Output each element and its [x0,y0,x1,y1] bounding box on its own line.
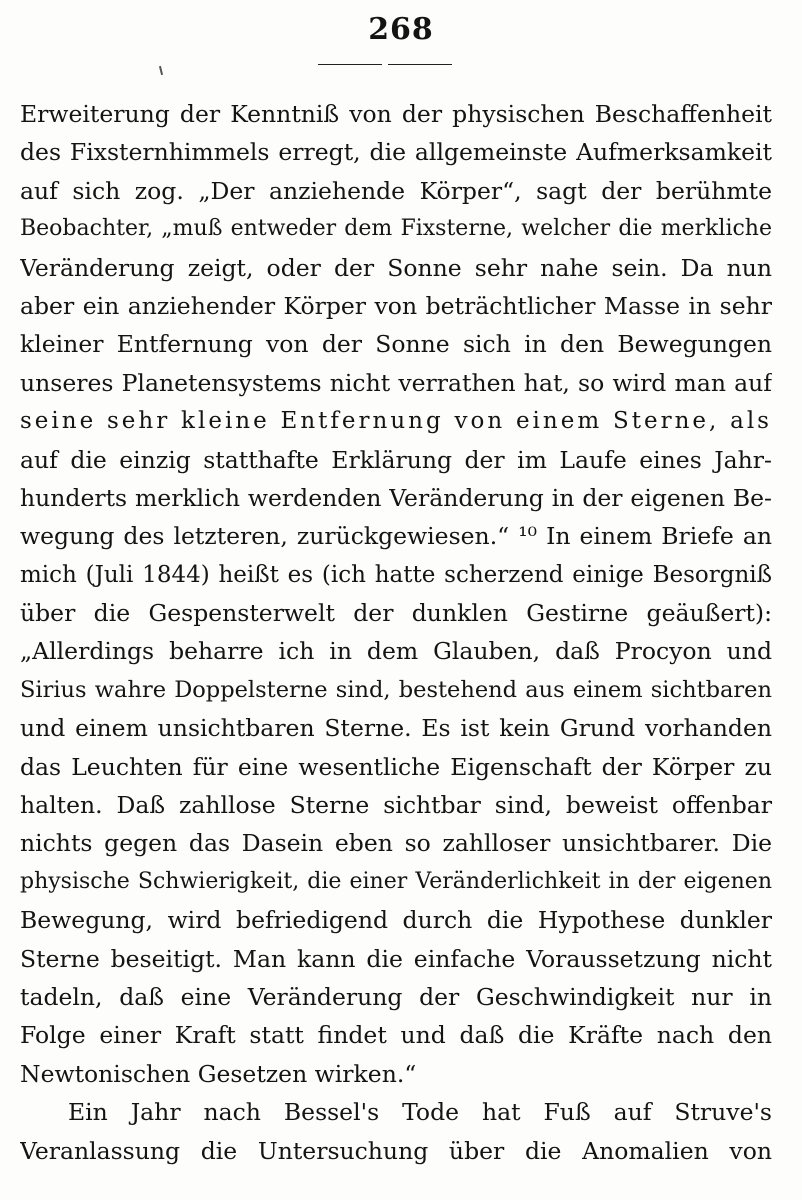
text-line: Erweiterung der Kenntniß von der physischen Beschaffenheit [20,100,772,128]
text-line: hunderts merklich werdenden Veränderung in der eigenen Be- [20,483,772,512]
text-line: das Leuchten für eine wesentliche Eigenschaft der Körper zu [20,752,772,781]
page-number: 268 [368,12,434,47]
text-line: „Allerdings beharre ich in dem Glauben, daß Procyon und [20,637,772,666]
text-line: über die Gespensterwelt der dunklen Gestirne geäußert): [20,599,772,628]
text-line: auf sich zog. „Der anziehende Körper“, sagt der berühmte [20,176,772,205]
text-line: Beobachter, „muß entweder dem Fixsterne, welcher die merkliche [20,216,772,242]
text-line: Folge einer Kraft statt findet und daß die Kräfte nach den [20,1021,772,1050]
text-line: tadeln, daß eine Veränderung der Geschwindigkeit nur in [20,982,772,1011]
text-line: Newtonischen Gesetzen wirken.“ [20,1059,417,1088]
text-line: Veranlassung die Untersuchung über die Anomalien von [20,1136,772,1165]
text-line: des Fixsternhimmels erregt, die allgemeinste Aufmerksamkeit [20,138,772,167]
text-line: Bewegung, wird befriedigend durch die Hypothese dunkler [20,906,772,935]
text-line: wegung des letzteren, zurückgewiesen.“ ¹⁰ In einem Briefe an [20,522,772,551]
text-line: nichts gegen das Dasein eben so zahlloser unsichtbarer. Die [20,829,772,858]
text-line: halten. Daß zahllose Sterne sichtbar sind, beweist offenbar [20,791,772,820]
text-line: mich (Juli 1844) heißt es (ich hatte scherzend einige Besorgniß [20,561,772,588]
text-line: aber ein anziehender Körper von beträchtlicher Masse in sehr [20,291,772,320]
header-rule-right [388,64,452,65]
text-line: seine sehr kleine Entfernung von einem Sterne, als [20,408,772,435]
text-line: physische Schwierigkeit, die einer Veränderlichkeit in der eigenen [20,868,772,894]
header-rule-left [318,64,382,65]
text-line: Veränderung zeigt, oder der Sonne sehr nahe sein. Da nun [20,253,772,282]
text-line: kleiner Entfernung von der Sonne sich in den Bewegungen [20,330,772,359]
print-speck [159,66,163,75]
body-text [20,95,772,1170]
text-line: auf die einzig statthafte Erklärung der im Laufe eines Jahr- [20,445,772,474]
text-line: Ein Jahr nach Bessel's Tode hat Fuß auf Struve's [68,1098,772,1127]
text-line: Sterne beseitigt. Man kann die einfache Voraussetzung nicht [20,944,772,973]
text-line: Sirius wahre Doppelsterne sind, bestehend aus einem sichtbaren [20,676,772,703]
text-line: und einem unsichtbaren Sterne. Es ist kein Grund vorhanden [20,714,772,743]
text-line: unseres Planetensystems nicht verrathen hat, so wird man auf [20,368,772,397]
